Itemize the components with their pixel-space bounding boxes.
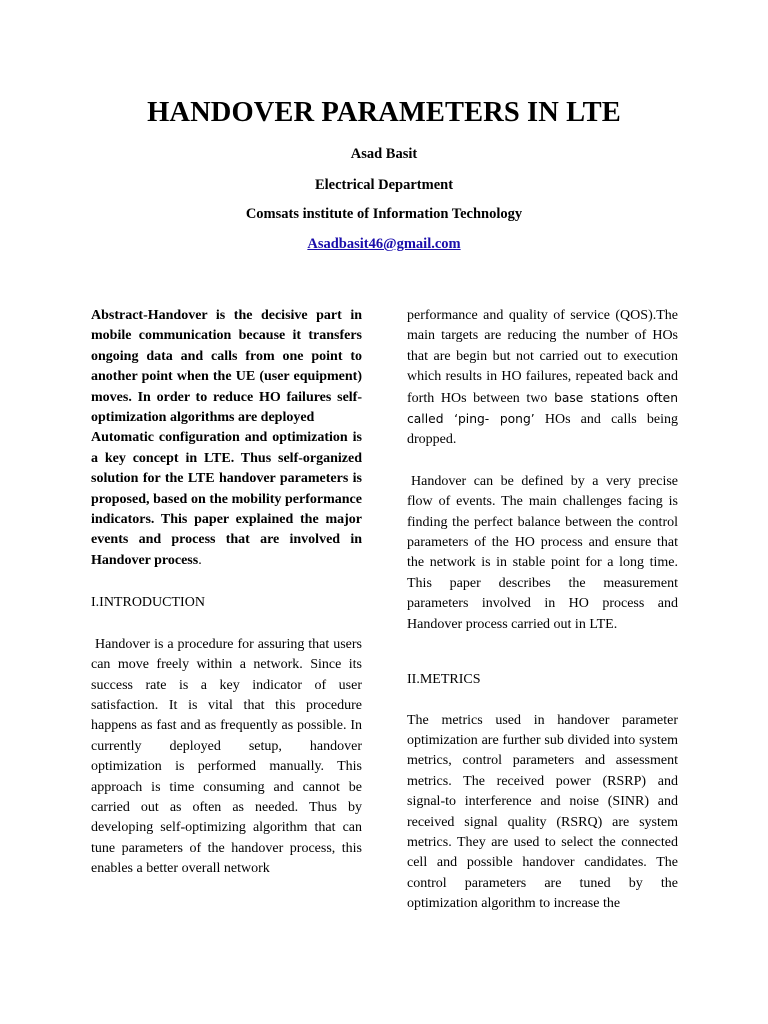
left-column <box>91 306 362 880</box>
author-institution: Comsats institute of Information Technology <box>245 206 523 222</box>
continuation-text-1: performance and quality of service (QOS).The main targets are reducing the number of HOs that are begin but not carried out to execution which results in HO failures, repeated back and forth HOs between two <box>407 308 678 406</box>
metrics-paragraph: The metrics used in handover parameter optimization are further sub divided into system metrics, control parameters and assessment metrics. The received power (RSRP) and signal-to interference and noise (SINR) and received signal quality (RSRQ) are system metrics. They are used to select the connected cell and possible handover candidates. The control parameters are tuned by the optimization algorithm to increase the <box>407 712 678 912</box>
author-department: Electrical Department <box>314 177 454 193</box>
paper-title: HANDOVER PARAMETERS IN LTE <box>147 97 621 128</box>
author-email-link[interactable]: Asadbasit46@gmail.com <box>307 236 461 252</box>
handover-definition-paragraph: Handover can be defined by a very precise flow of events. The main challenges facing is finding the perfect balance between the control parameters of the HO process and ensure that the network is in stable point for a long time. This paper describes the measurement parameters involved in HO process and Handover process carried out in LTE. <box>407 473 678 632</box>
section-heading-introduction: I.INTRODUCTION <box>91 595 205 611</box>
abstract-paragraph-2-period: . <box>198 552 202 568</box>
abstract-paragraph-2 <box>91 428 362 571</box>
right-column <box>407 306 678 915</box>
continuation-text-2: HOs and calls being dropped. <box>407 412 678 448</box>
abstract-paragraph-1: Abstract-Handover is the decisive part in mobile communication because it transfers ongoing data and calls from one point to another point when the UE (user equipment) moves. In order to reduce HO failures self-optimization algorithms are deployed <box>91 308 362 426</box>
author-name: Asad Basit <box>350 146 418 162</box>
continuation-ping-pong-text: base stations often called ‘ping- pong’ <box>407 390 678 427</box>
introduction-paragraph: Handover is a procedure for assuring that users can move freely within a network. Since its success rate is a key indicator of user satisfaction. It is vital that this procedure happens as fast and as frequently as possible. In currently deployed setup, handover optimization is performed manually. This approach is time consuming and cannot be carried out as often as needed. Thus by developing self-optimizing algorithm that can tune parameters of the handover process, this enables a better overall network <box>91 636 362 877</box>
section-heading-metrics: II.METRICS <box>407 672 481 688</box>
continuation-paragraph <box>407 306 678 451</box>
abstract-paragraph-2-text: Automatic configuration and optimization is a key concept in LTE. Thus self-organized solution for the LTE handover parameters is proposed, based on the mobility performance indicators. This paper explained the major events and process that are involved in Handover process <box>91 430 362 568</box>
